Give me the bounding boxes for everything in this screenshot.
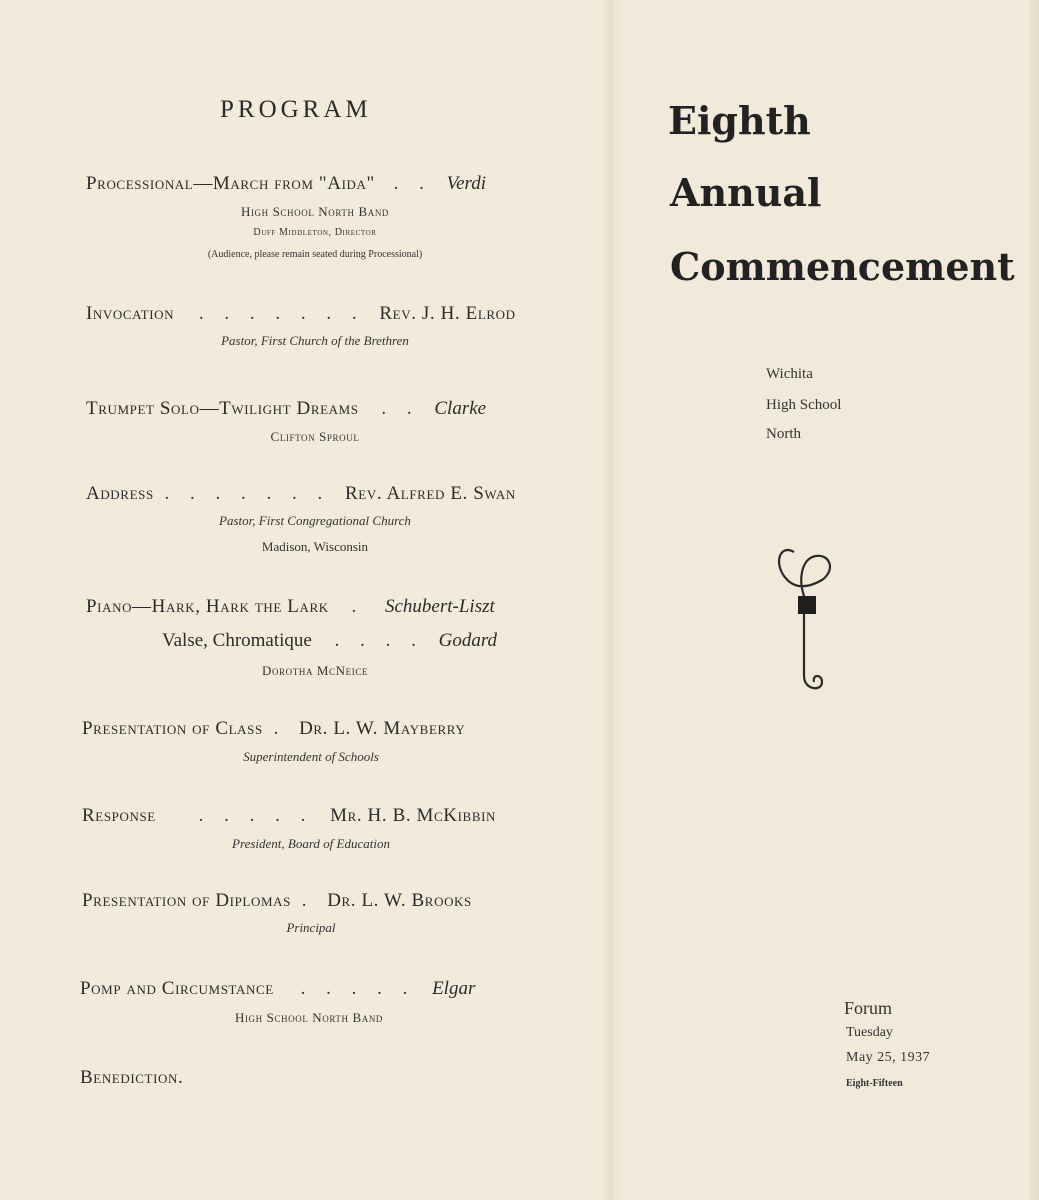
venue: Forum: [844, 998, 893, 1018]
band-credit-2: High School North Band: [234, 1010, 384, 1025]
item-name: Piano—Hark, Hark the Lark: [86, 596, 329, 617]
mckibbin-title: President, Board of Education: [232, 836, 390, 851]
ornament-icon: [768, 540, 848, 700]
item-name: Response: [82, 805, 156, 826]
item-performer: Dr. L. W. Brooks: [327, 890, 472, 911]
item-performer: Elgar: [432, 978, 476, 999]
title-commencement: Commencement: [670, 244, 1015, 289]
item-performer: Mr. H. B. McKibbin: [330, 805, 497, 826]
leader-dots: . . . .: [334, 630, 424, 651]
school-branch: North: [766, 426, 801, 442]
item-performer: Rev. Alfred E. Swan: [345, 483, 516, 504]
elrod-title: Pastor, First Church of the Brethren: [221, 333, 409, 348]
cover-panel: [620, 0, 1039, 1200]
item-name: Benediction.: [80, 1067, 184, 1088]
leader-dots: . . . . . . .: [198, 303, 365, 324]
item-name: Valse, Chromatique: [162, 630, 312, 651]
brooks-title: Principal: [286, 920, 336, 935]
item-name: Pomp and Circumstance: [80, 978, 274, 999]
program-item-response: [82, 805, 496, 827]
fold-crease: [604, 0, 620, 1200]
program-item-invocation: [86, 303, 516, 325]
school-name: High School: [766, 397, 842, 413]
program-item-trumpet: [86, 398, 486, 420]
item-performer: Schubert-Liszt: [384, 596, 495, 617]
program-item-diplomas: [82, 890, 472, 912]
event-day: Tuesday: [846, 1025, 893, 1040]
title-annual: Annual: [670, 170, 822, 215]
item-performer: Dr. L. W. Mayberry: [299, 718, 466, 739]
swan-title: Pastor, First Congregational Church: [219, 513, 411, 528]
item-name: Trumpet Solo—Twilight Dreams: [86, 398, 359, 419]
program-item-presentation-class: [82, 718, 465, 740]
program-item-piano: [86, 596, 495, 618]
director-credit: [86, 227, 544, 238]
program-item-processional: [86, 173, 486, 195]
item-name: Processional—March from "Aida": [86, 173, 375, 194]
program-item-pomp: [80, 978, 475, 1000]
leader-dots: . . . . . . .: [164, 483, 331, 504]
school-city: Wichita: [766, 366, 813, 382]
leader-dots: .: [351, 596, 365, 617]
item-name: Presentation of Diplomas: [82, 890, 291, 911]
leader-dots: . .: [381, 398, 420, 419]
leader-dots: . . . . .: [198, 805, 314, 826]
mcneice-credit: Dorotha McNeice: [261, 663, 369, 678]
leader-dots: .: [273, 718, 287, 739]
item-performer: Clarke: [434, 398, 487, 419]
leader-dots: .: [301, 890, 315, 911]
program-item-valse: [162, 630, 497, 652]
band-credit: High School North Band: [240, 204, 390, 219]
leader-dots: . .: [393, 173, 432, 194]
program-item-address: [86, 483, 516, 505]
item-name: Presentation of Class: [82, 718, 263, 739]
program-title: PROGRAM: [220, 96, 372, 123]
paper-edge: [1029, 0, 1039, 1200]
item-performer: Rev. J. H. Elrod: [379, 303, 516, 324]
program-item-benediction: [80, 1067, 183, 1089]
swan-city: Madison, Wisconsin: [261, 539, 369, 554]
title-eighth: Eighth: [668, 98, 811, 143]
item-performer: Godard: [438, 630, 498, 651]
audience-note: (Audience, please remain seated during Processional): [207, 249, 423, 260]
leader-dots: . . . . .: [300, 978, 416, 999]
mayberry-title: Superintendent of Schools: [243, 749, 379, 764]
director-text: Duff Middleton, Director: [253, 227, 377, 238]
sproul-credit: Clifton Sproul: [270, 429, 360, 444]
event-time: Eight-Fifteen: [846, 1078, 903, 1089]
event-date: May 25, 1937: [846, 1050, 931, 1065]
item-name: Address: [86, 483, 154, 504]
item-name: Invocation: [86, 303, 175, 324]
item-performer: Verdi: [446, 173, 486, 194]
